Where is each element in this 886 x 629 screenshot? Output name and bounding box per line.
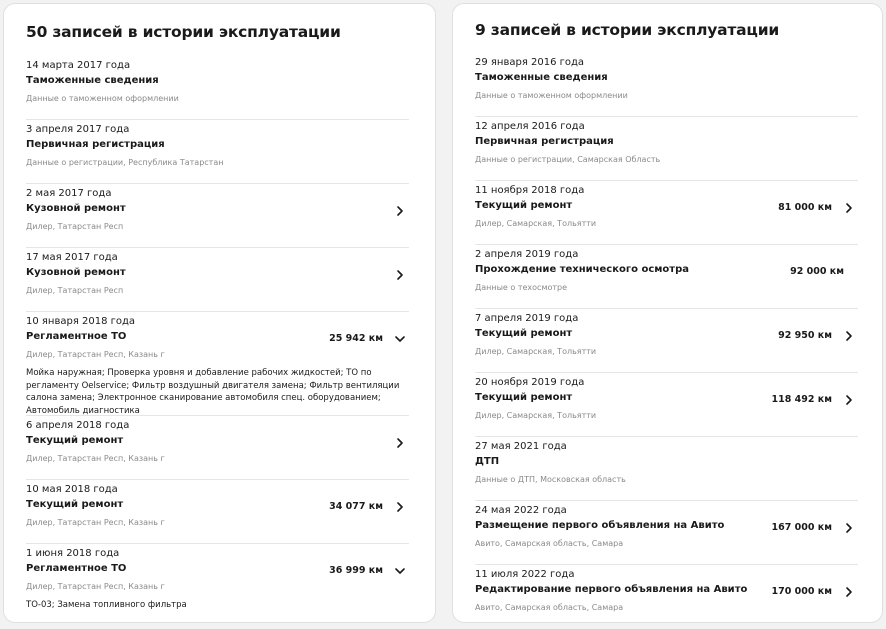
record-source: Данные о таможенном оформлении xyxy=(475,91,628,100)
record-title: Текущий ремонт xyxy=(26,499,124,510)
list-item[interactable] xyxy=(26,416,409,480)
record-list xyxy=(26,56,409,622)
list-item xyxy=(26,56,409,120)
record-date: 12 апреля 2016 года xyxy=(475,121,585,132)
record-title: Прохождение технического осмотра xyxy=(475,264,690,275)
list-item xyxy=(475,117,858,181)
record-date: 20 ноября 2019 года xyxy=(475,377,585,388)
chevron-right-icon[interactable] xyxy=(393,204,407,218)
record-title: Редактирование первого объявления на Авито xyxy=(475,584,748,595)
record-source: Дилер, Татарстан Респ, Казань г xyxy=(26,350,165,359)
list-item[interactable] xyxy=(26,248,409,312)
record-title: Кузовной ремонт xyxy=(26,203,126,214)
record-title: Таможенные сведения xyxy=(26,75,159,86)
record-source: Дилер, Татарстан Респ, Казань г xyxy=(26,454,165,463)
record-date: 10 мая 2018 года xyxy=(26,484,118,495)
record-date: 11 июля 2022 года xyxy=(475,569,575,580)
record-date: 6 апреля 2018 года xyxy=(26,420,130,431)
record-list xyxy=(475,53,858,629)
record-source: Дилер, Татарстан Респ, Казань г xyxy=(26,518,165,527)
list-item xyxy=(475,53,858,117)
chevron-right-icon[interactable] xyxy=(842,521,856,535)
record-date: 3 апреля 2017 года xyxy=(26,124,130,135)
list-item xyxy=(475,245,858,309)
record-date: 7 апреля 2019 года xyxy=(475,313,579,324)
record-source: Данные о регистрации, Самарская Область xyxy=(475,155,661,164)
list-item[interactable] xyxy=(26,544,409,622)
record-title: Текущий ремонт xyxy=(475,200,573,211)
record-title: Текущий ремонт xyxy=(26,435,124,446)
record-source: Дилер, Самарская, Тольятти xyxy=(475,411,597,420)
record-mileage: 170 000 км xyxy=(771,586,832,597)
card-title: 9 записей в истории эксплуатации xyxy=(475,21,780,39)
record-title: Первичная регистрация xyxy=(26,139,165,150)
record-date: 17 мая 2017 года xyxy=(26,252,118,263)
record-mileage: 118 492 км xyxy=(771,394,832,405)
record-source: Данные о техосмотре xyxy=(475,283,568,292)
record-mileage: 167 000 км xyxy=(771,522,832,533)
record-details: Мойка наружная; Проверка уровня и добавление рабочих жидкостей; ТО по регламенту Oelservice; Фильтр воздушный двигателя замена; Фильтр вентиляции салона замена; Электронное сканирование автомобиля спец. оборудованием; Автомобиль диагностика xyxy=(26,368,400,416)
record-title: Регламентное ТО xyxy=(26,563,127,574)
record-date: 27 мая 2021 года xyxy=(475,441,567,452)
record-source: Дилер, Татарстан Респ xyxy=(26,222,124,231)
chevron-down-icon[interactable] xyxy=(393,564,407,578)
record-date: 24 мая 2022 года xyxy=(475,505,567,516)
chevron-right-icon[interactable] xyxy=(393,436,407,450)
record-date: 10 января 2018 года xyxy=(26,316,136,327)
record-mileage: 36 999 км xyxy=(329,565,383,576)
chevron-down-icon[interactable] xyxy=(393,332,407,346)
list-item[interactable] xyxy=(26,184,409,248)
record-date: 2 апреля 2019 года xyxy=(475,249,579,260)
record-source: Авито, Самарская область, Самара xyxy=(475,539,624,548)
history-card-left xyxy=(3,3,436,623)
list-item[interactable] xyxy=(26,312,409,416)
list-item[interactable] xyxy=(475,309,858,373)
chevron-right-icon[interactable] xyxy=(393,500,407,514)
record-source: Дилер, Самарская, Тольятти xyxy=(475,347,597,356)
chevron-right-icon[interactable] xyxy=(842,393,856,407)
chevron-right-icon[interactable] xyxy=(393,268,407,282)
record-mileage: 25 942 км xyxy=(329,333,383,344)
record-title: ДТП xyxy=(475,456,500,467)
chevron-right-icon[interactable] xyxy=(842,201,856,215)
chevron-right-icon[interactable] xyxy=(842,329,856,343)
list-item[interactable] xyxy=(26,480,409,544)
record-title: Регламентное ТО xyxy=(26,331,127,342)
record-details: ТО-03; Замена топливного фильтра xyxy=(26,600,187,610)
record-date: 2 мая 2017 года xyxy=(26,188,112,199)
record-source: Дилер, Самарская, Тольятти xyxy=(475,219,597,228)
record-date: 11 ноября 2018 года xyxy=(475,185,585,196)
card-title: 50 записей в истории эксплуатации xyxy=(26,23,341,41)
list-item xyxy=(26,120,409,184)
record-mileage: 34 077 км xyxy=(329,501,383,512)
list-item[interactable] xyxy=(475,373,858,437)
record-title: Первичная регистрация xyxy=(475,136,614,147)
list-item[interactable] xyxy=(475,501,858,565)
list-item xyxy=(475,437,858,501)
record-source: Дилер, Татарстан Респ, Казань г xyxy=(26,582,165,591)
history-card-right xyxy=(452,3,883,623)
record-title: Текущий ремонт xyxy=(475,392,573,403)
record-title: Текущий ремонт xyxy=(475,328,573,339)
record-source: Данные о регистрации, Республика Татарстан xyxy=(26,158,224,167)
record-source: Данные о ДТП, Московская область xyxy=(475,475,626,484)
record-source: Авито, Самарская область, Самара xyxy=(475,603,624,612)
record-date: 14 марта 2017 года xyxy=(26,60,131,71)
record-title: Кузовной ремонт xyxy=(26,267,126,278)
record-source: Данные о таможенном оформлении xyxy=(26,94,179,103)
record-date: 1 июня 2018 года xyxy=(26,548,120,559)
list-item[interactable] xyxy=(475,181,858,245)
record-title: Размещение первого объявления на Авито xyxy=(475,520,725,531)
record-source: Дилер, Татарстан Респ xyxy=(26,286,124,295)
record-mileage: 92 000 км xyxy=(790,266,844,277)
record-mileage: 92 950 км xyxy=(778,330,832,341)
record-date: 29 января 2016 года xyxy=(475,57,585,68)
list-item[interactable] xyxy=(475,565,858,629)
record-title: Таможенные сведения xyxy=(475,72,608,83)
record-mileage: 81 000 км xyxy=(778,202,832,213)
chevron-right-icon[interactable] xyxy=(842,585,856,599)
